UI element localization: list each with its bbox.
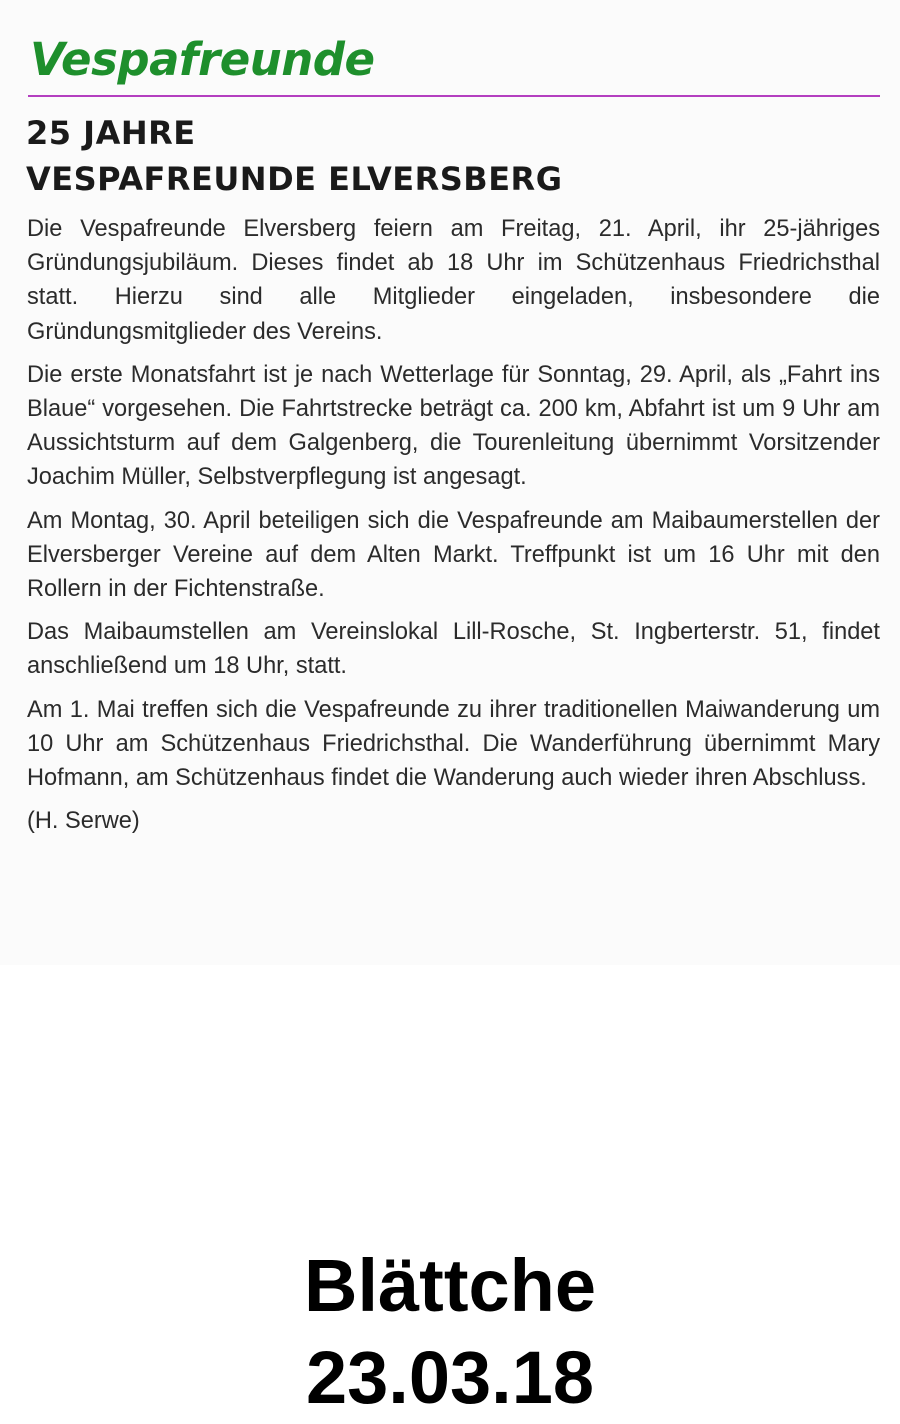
section-divider xyxy=(28,95,880,97)
paragraph-anniversary: Die Vespafreunde Elversberg feiern am Freitag, 21. April, ihr 25-jähriges Gründungsjubiläum. Dieses findet ab 18 Uhr im Schützenhaus Friedrichsthal statt. Hierzu sind alle Mitglieder eingeladen, insbesondere die Gründungsmitglieder des Vereins. xyxy=(27,216,880,345)
article-headline xyxy=(26,110,886,202)
headline-line-1: 25 JAHRE xyxy=(26,114,196,152)
section-title: Vespafreunde xyxy=(30,33,375,86)
article-body xyxy=(27,212,880,847)
paragraph-may-hike: Am 1. Mai treffen sich die Vespafreunde zu ihrer traditionellen Maiwanderung um 10 Uhr am Schützenhaus Friedrichsthal. Die Wanderführung übernimmt Mary Hofmann, am Schützenhaus findet die Wanderung auch wieder ihren Abschluss. xyxy=(27,696,880,792)
paragraph-maibaum-club: Das Maibaumstellen am Vereinslokal Lill-Rosche, St. Ingberterstr. 51, findet anschließend um 18 Uhr, statt. xyxy=(27,619,880,680)
paragraph-maibaum-market: Am Montag, 30. April beteiligen sich die Vespafreunde am Maibaumerstellen der Elversberger Vereine auf dem Alten Markt. Treffpunkt ist um 16 Uhr mit den Rollern in der Fichtenstraße. xyxy=(27,507,880,603)
article-byline: (H. Serwe) xyxy=(27,808,140,835)
paragraph-monthly-ride: Die erste Monatsfahrt ist je nach Wetterlage für Sonntag, 29. April, als „Fahrt ins Blaue“ vorgesehen. Die Fahrtstrecke beträgt ca. 200 km, Abfahrt ist um 9 Uhr am Aussichtsturm auf dem Galgenberg, die Tourenleitung übernimmt Vorsitzender Joachim Müller, Selbstverpflegung ist angesagt. xyxy=(27,361,880,491)
source-date: 23.03.18 xyxy=(305,1336,595,1419)
headline-line-2: VESPAFREUNDE ELVERSBERG xyxy=(26,160,563,198)
source-caption xyxy=(0,1240,900,1424)
source-publication: Blättche xyxy=(304,1244,596,1327)
